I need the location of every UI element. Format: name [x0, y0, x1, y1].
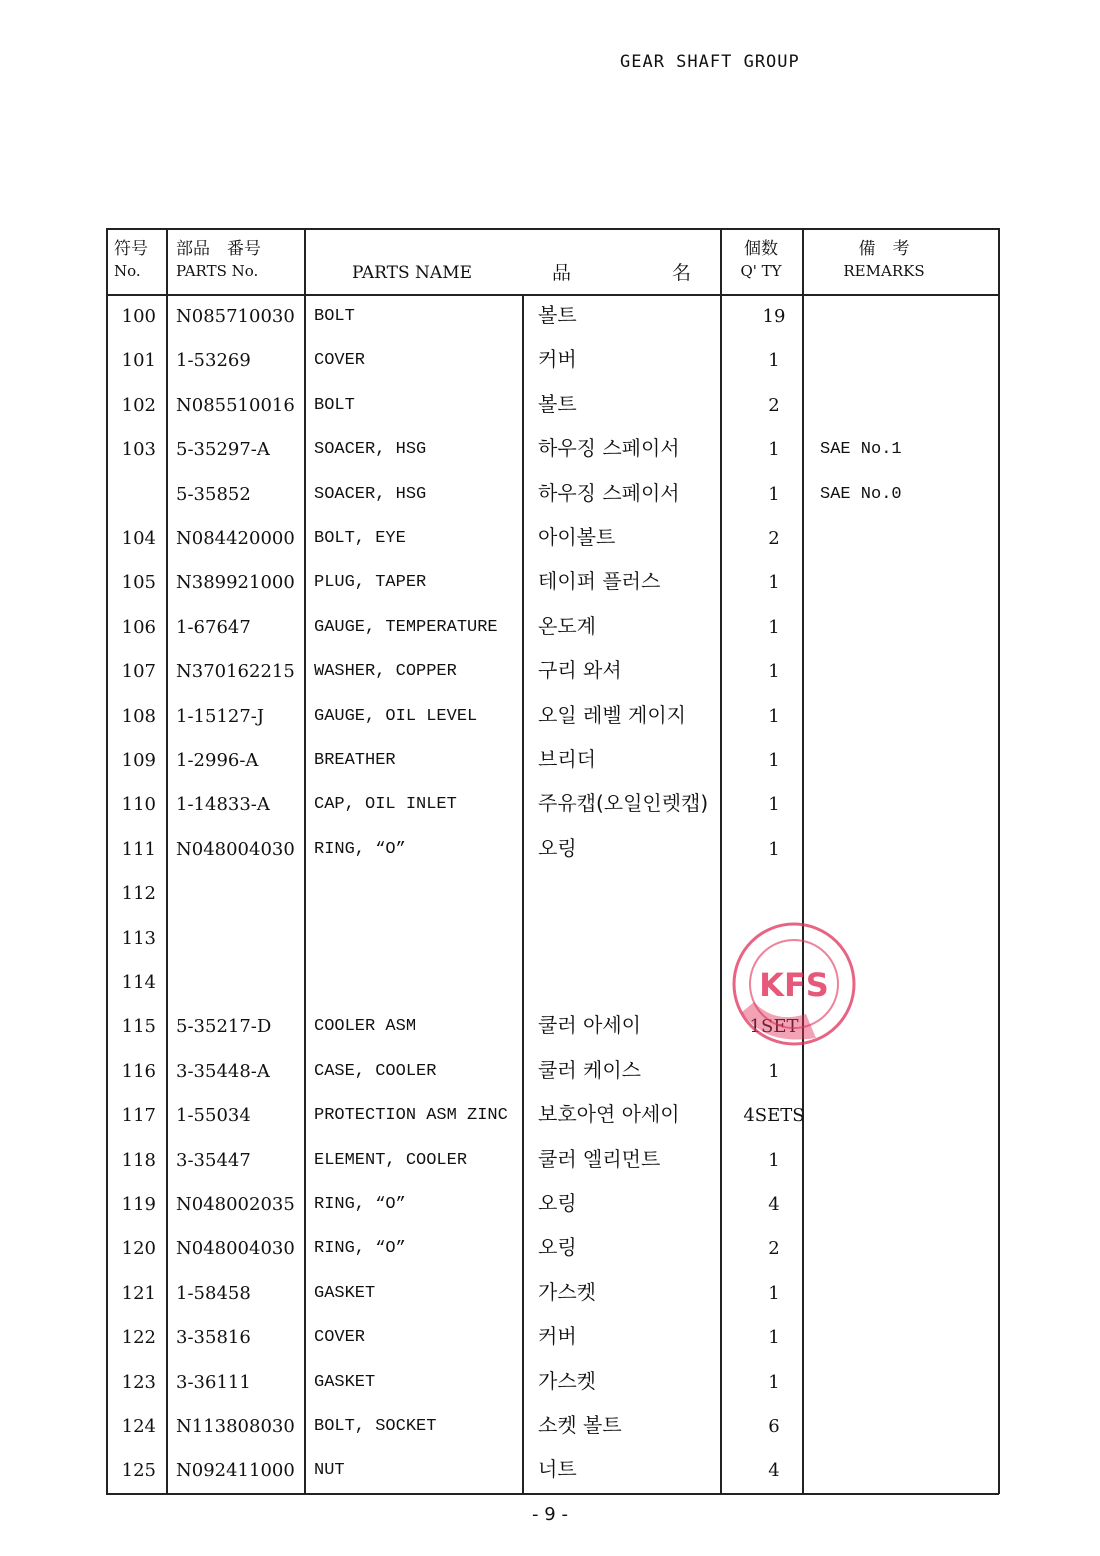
part-number: 1-53269	[176, 350, 251, 372]
korean-name: 쿨러 엘리먼트	[538, 1146, 661, 1171]
part-name: SOACER, HSG	[314, 440, 427, 460]
header-parts-name: PARTS NAME	[352, 263, 473, 283]
quantity: 1	[768, 439, 780, 461]
header-remarks-bottom: REMARKS	[843, 262, 925, 280]
quantity: 1	[768, 616, 780, 638]
row-number: 125	[121, 1460, 156, 1482]
quantity: 2	[768, 1238, 780, 1260]
quantity: 2	[768, 528, 780, 549]
part-name: CASE, COOLER	[314, 1061, 437, 1081]
part-number: N092411000	[176, 1460, 295, 1482]
header-remarks-top: 備 考	[858, 239, 910, 259]
header-qty	[720, 238, 802, 282]
korean-name: 가스켓	[538, 1368, 596, 1393]
quantity: 6	[768, 1416, 780, 1437]
page-number: - 9 -	[532, 1504, 568, 1525]
row-number: 101	[121, 350, 156, 372]
part-number: 5-35852	[176, 483, 251, 505]
part-number: 1-58458	[176, 1282, 251, 1304]
table-row	[0, 1140, 1100, 1184]
section-title: GEAR SHAFT GROUP	[620, 52, 800, 72]
table-row	[0, 1450, 1100, 1494]
stamp-text: KFS	[759, 966, 829, 1004]
table-row	[0, 1317, 1100, 1361]
korean-name: 아이볼트	[538, 525, 616, 549]
header-qty-bottom: Q' TY	[740, 262, 782, 280]
quantity: 1	[768, 794, 780, 816]
quantity: 1	[768, 1327, 780, 1349]
row-number: 118	[121, 1149, 156, 1171]
quantity: 1	[768, 350, 780, 372]
table-row	[0, 740, 1100, 784]
korean-name: 가스켓	[538, 1279, 596, 1304]
part-name: GASKET	[314, 1283, 376, 1303]
header-no-bottom: No.	[114, 262, 141, 280]
korean-name: 볼트	[538, 391, 577, 416]
part-name: COVER	[314, 351, 366, 371]
korean-name: 하우징 스페이서	[538, 480, 680, 505]
part-name: COOLER ASM	[314, 1017, 417, 1037]
row-number: 100	[121, 306, 156, 327]
part-name: GAUGE, TEMPERATURE	[314, 617, 498, 637]
table-row	[0, 340, 1100, 384]
quantity: 1	[768, 572, 780, 594]
row-number: 116	[121, 1060, 156, 1082]
quantity: 1	[768, 1060, 780, 1082]
row-number: 108	[121, 705, 156, 727]
part-number: 3-35447	[176, 1149, 251, 1171]
part-name: RING, “O”	[314, 1195, 406, 1214]
table-row	[0, 1362, 1100, 1406]
row-number: 107	[121, 661, 156, 683]
part-name: BOLT, EYE	[314, 529, 406, 548]
part-number: 1-55034	[176, 1105, 251, 1127]
korean-name: 온도계	[538, 613, 596, 638]
row-number: 121	[121, 1282, 156, 1304]
table-row	[0, 518, 1100, 562]
part-number: 1-2996-A	[176, 750, 259, 771]
table-row	[0, 1406, 1100, 1450]
table-row	[0, 607, 1100, 651]
table-row	[0, 829, 1100, 873]
row-number: 102	[121, 394, 156, 416]
part-number: 3-35448-A	[176, 1060, 270, 1082]
quantity: 1	[768, 750, 780, 771]
table-row	[0, 651, 1100, 695]
header-no	[114, 238, 148, 282]
korean-name: 하우징 스페이서	[538, 436, 680, 461]
row-number: 113	[121, 927, 156, 949]
quantity: 1	[768, 705, 780, 727]
row-number: 112	[121, 883, 156, 905]
table-row	[0, 873, 1100, 917]
part-number: N085710030	[176, 306, 295, 327]
part-name: PROTECTION ASM ZINC	[314, 1106, 508, 1126]
quantity: 4	[768, 1460, 780, 1482]
part-name: BREATHER	[314, 751, 396, 770]
table-row	[0, 696, 1100, 740]
part-number: 3-36111	[176, 1371, 251, 1393]
row-number: 114	[121, 972, 156, 993]
korean-name: 커버	[538, 347, 577, 372]
part-number: N389921000	[176, 572, 295, 594]
table-row	[0, 1051, 1100, 1095]
part-number: 1-15127-J	[176, 705, 265, 727]
part-number: N048004030	[176, 1238, 295, 1260]
quantity: 19	[762, 306, 786, 327]
quantity: 1	[768, 1371, 780, 1393]
quantity: 1	[768, 661, 780, 683]
row-number: 117	[121, 1105, 156, 1127]
header-qty-top: 個数	[744, 239, 778, 259]
table-row	[0, 962, 1100, 1006]
row-number: 106	[121, 616, 156, 638]
table-row	[0, 296, 1100, 340]
table-row	[0, 1273, 1100, 1317]
part-name: SOACER, HSG	[314, 484, 427, 504]
remarks: SAE No.1	[820, 440, 902, 460]
quantity: 4	[768, 1194, 780, 1215]
table-border-top	[106, 228, 999, 230]
korean-name: 볼트	[538, 303, 577, 327]
header-no-top: 符号	[114, 239, 148, 259]
korean-name: 커버	[538, 1324, 577, 1349]
part-number: N048002035	[176, 1194, 295, 1215]
korean-name: 주유캡(오일인렛캡)	[538, 791, 709, 816]
part-number: N113808030	[176, 1416, 295, 1437]
korean-name: 테이퍼 플러스	[538, 569, 661, 594]
part-name: WASHER, COPPER	[314, 662, 457, 682]
row-number: 110	[121, 794, 156, 816]
korean-name: 오링	[538, 1191, 577, 1215]
part-number: N370162215	[176, 661, 295, 683]
korean-name: 구리 와셔	[538, 658, 622, 683]
part-number: 5-35297-A	[176, 439, 270, 461]
quantity: 1SET	[749, 1016, 799, 1038]
korean-name: 보호아연 아세이	[538, 1102, 680, 1127]
table-row	[0, 918, 1100, 962]
header-part-no-bottom: PARTS No.	[176, 262, 259, 280]
header-korean-right: 名	[672, 262, 692, 284]
part-name: BOLT	[314, 395, 355, 415]
part-name: PLUG, TAPER	[314, 573, 427, 593]
part-number: 3-35816	[176, 1327, 251, 1349]
row-number: 115	[121, 1016, 156, 1038]
part-number: 1-67647	[176, 616, 251, 638]
table-row	[0, 429, 1100, 473]
row-number: 109	[121, 750, 156, 771]
quantity: 1	[768, 1282, 780, 1304]
row-number: 104	[121, 528, 156, 549]
part-name: GASKET	[314, 1372, 376, 1392]
table-row	[0, 1095, 1100, 1139]
quantity: 1	[768, 1149, 780, 1171]
korean-name: 쿨러 케이스	[538, 1057, 641, 1082]
part-name: COVER	[314, 1328, 366, 1348]
quantity: 1	[768, 838, 780, 860]
part-name: BOLT, SOCKET	[314, 1417, 437, 1436]
association-stamp	[724, 914, 860, 1054]
korean-name: 오링	[538, 1235, 577, 1260]
quantity: 1	[768, 483, 780, 505]
row-number: 119	[121, 1194, 156, 1215]
table-row	[0, 784, 1100, 828]
part-name: NUT	[314, 1461, 345, 1481]
quantity: 2	[768, 394, 780, 416]
part-name: RING, “O”	[314, 1239, 406, 1259]
part-number: N048004030	[176, 838, 295, 860]
part-number: 5-35217-D	[176, 1016, 272, 1038]
part-number: N084420000	[176, 528, 295, 549]
row-number: 103	[121, 439, 156, 461]
row-number: 124	[121, 1416, 156, 1437]
table-row	[0, 1184, 1100, 1228]
table-row	[0, 385, 1100, 429]
row-number: 111	[121, 838, 156, 860]
row-number: 122	[121, 1327, 156, 1349]
header-remarks	[802, 238, 966, 282]
part-name: ELEMENT, COOLER	[314, 1150, 468, 1170]
row-number: 120	[121, 1238, 156, 1260]
remarks: SAE No.0	[820, 484, 902, 504]
korean-name: 오일 레벨 게이지	[538, 702, 686, 727]
part-name: GAUGE, OIL LEVEL	[314, 706, 478, 726]
part-name: BOLT	[314, 307, 355, 326]
row-number: 123	[121, 1371, 156, 1393]
header-part-no-top: 部品 番号	[176, 239, 261, 259]
table-row	[0, 1006, 1100, 1050]
part-number: N085510016	[176, 394, 295, 416]
quantity: 4SETS	[743, 1105, 805, 1127]
korean-name: 오링	[538, 835, 577, 860]
row-number: 105	[121, 572, 156, 594]
korean-name: 소켓 볼트	[538, 1413, 622, 1437]
part-name: RING, “O”	[314, 839, 406, 859]
korean-name: 쿨러 아세이	[538, 1013, 641, 1038]
part-name: CAP, OIL INLET	[314, 795, 457, 815]
header-part-no	[176, 238, 261, 282]
part-number: 1-14833-A	[176, 794, 270, 816]
table-row	[0, 474, 1100, 518]
korean-name: 너트	[538, 1457, 577, 1482]
table-row	[0, 1228, 1100, 1272]
header-korean-left: 品	[552, 262, 572, 284]
table-row	[0, 562, 1100, 606]
korean-name: 브리더	[538, 747, 596, 771]
